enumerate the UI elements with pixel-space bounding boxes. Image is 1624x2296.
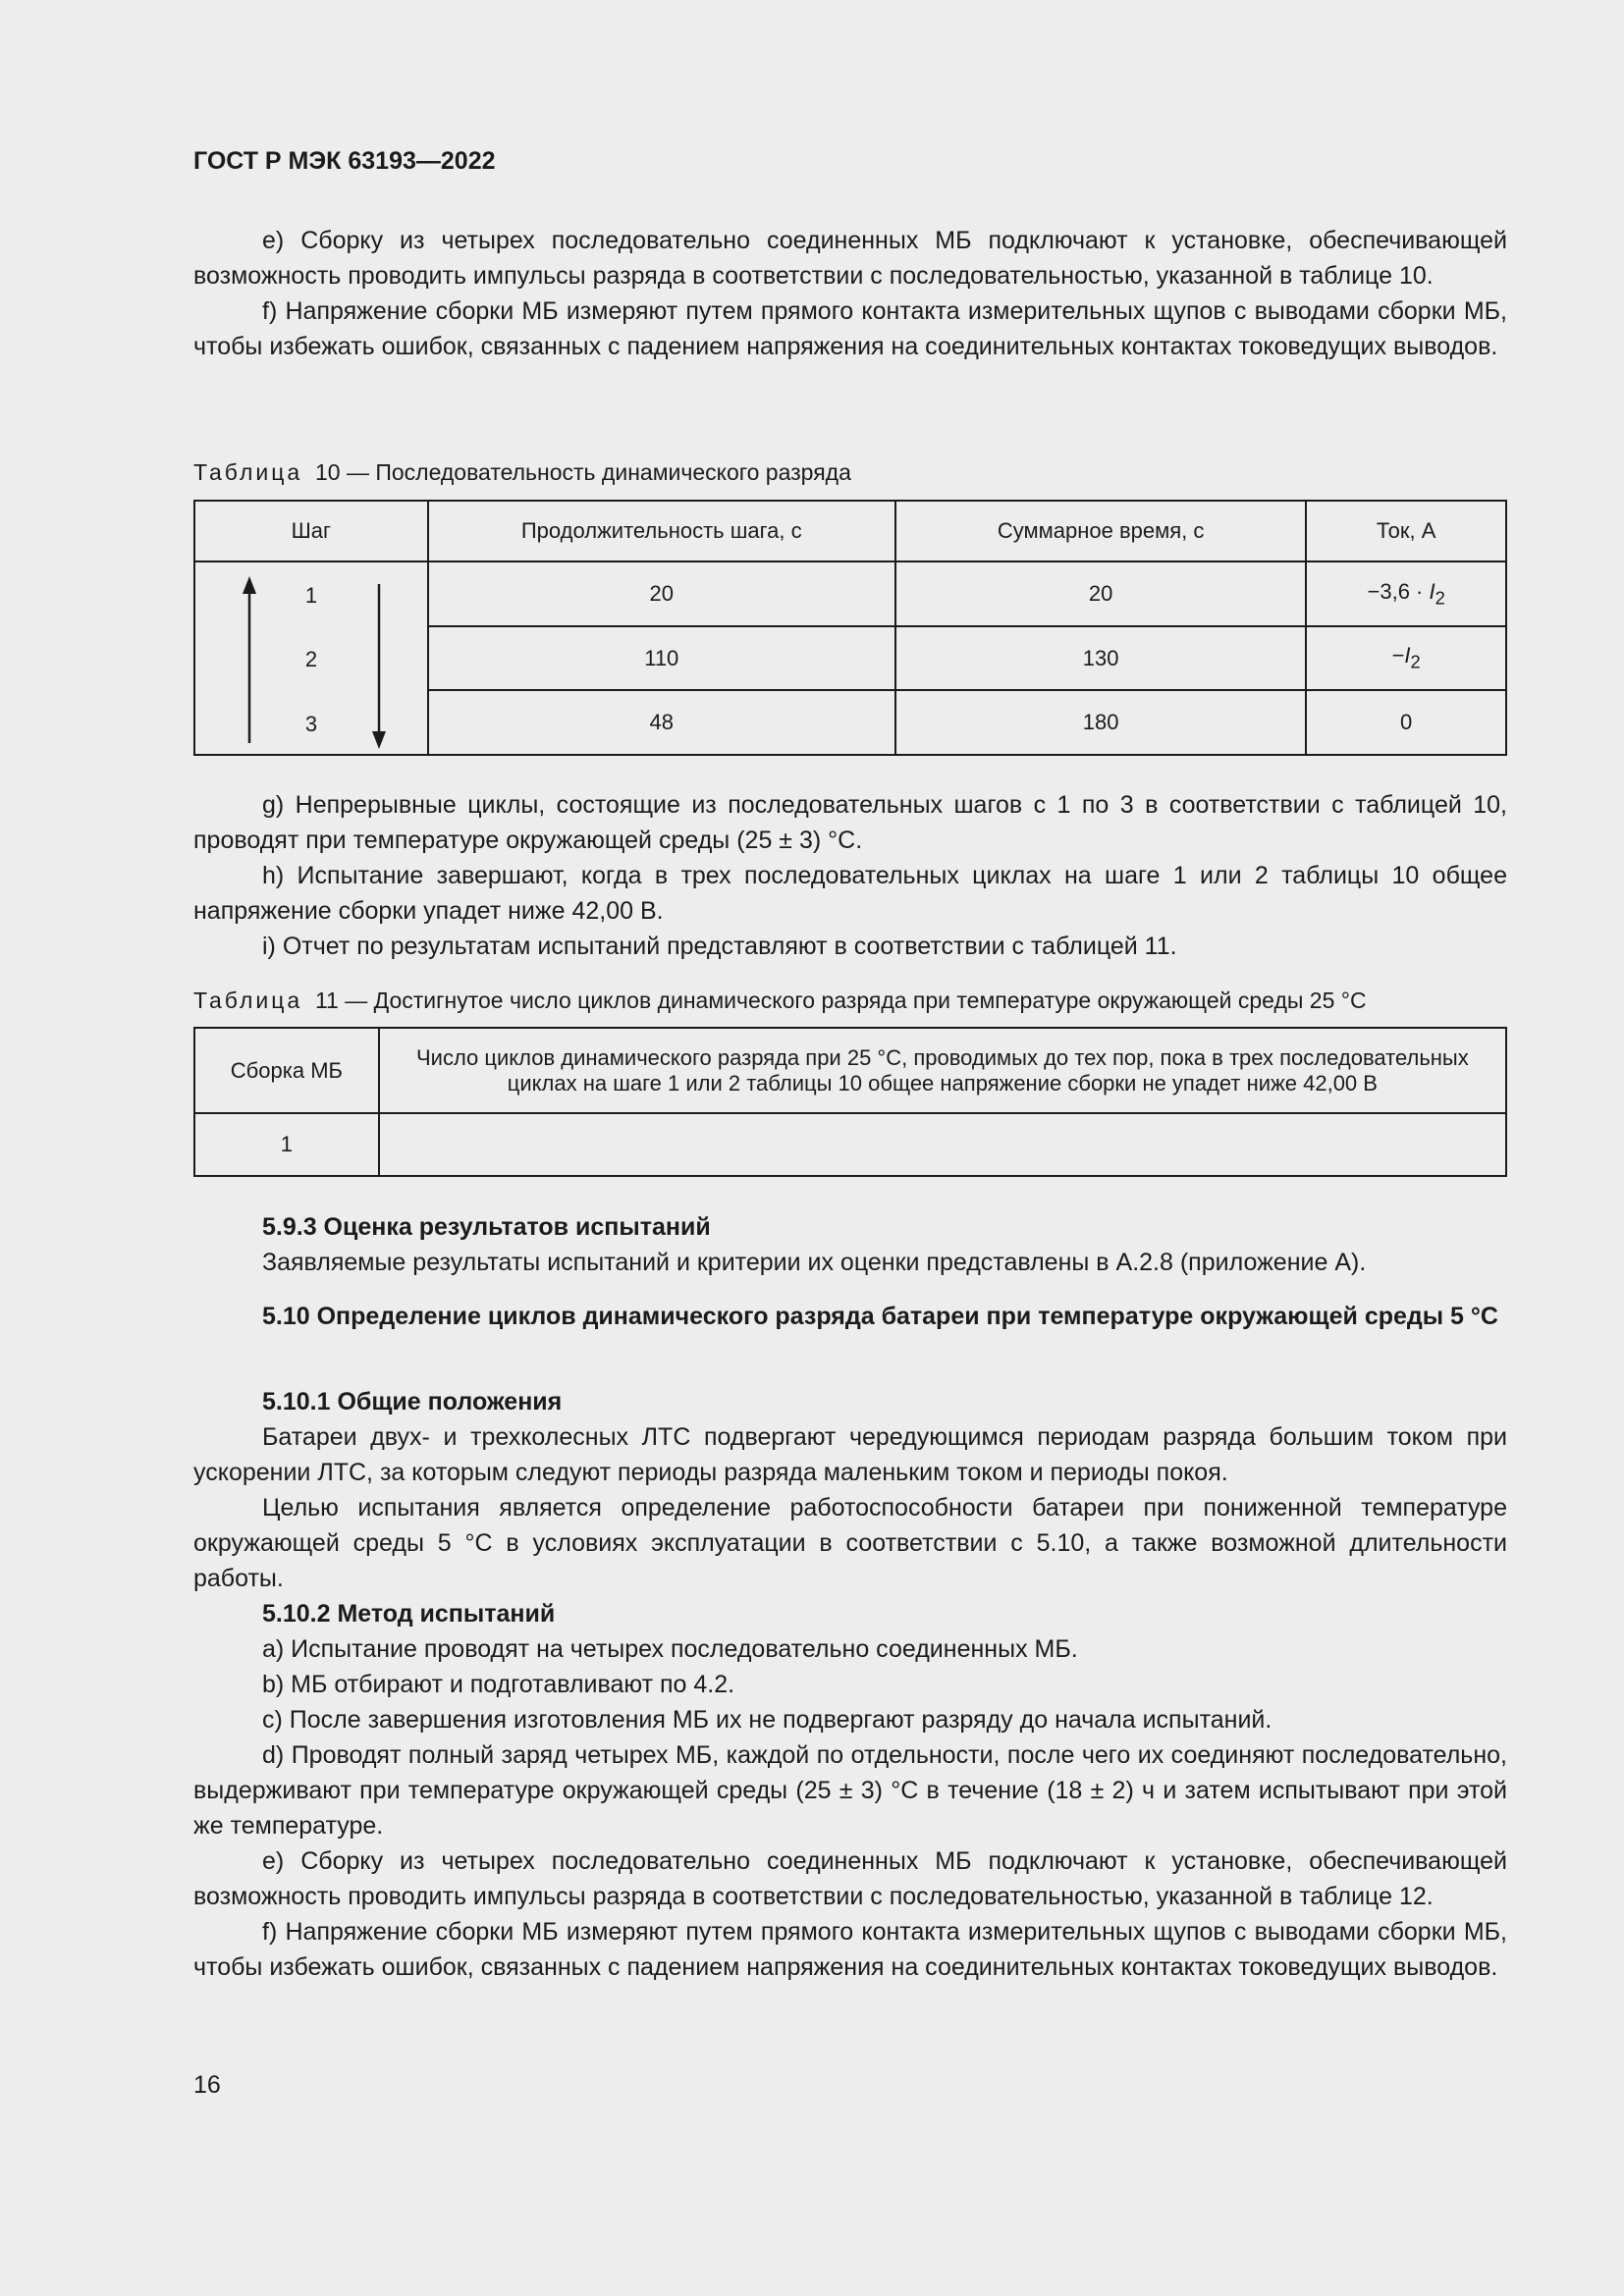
table10-current-3: 0	[1306, 690, 1506, 755]
table10-current-2: $-I_2$	[1306, 626, 1506, 690]
section-5-10-2-a: a) Испытание проводят на четырех последовательно соединенных МБ.	[262, 1635, 1078, 1663]
step-3: 3	[304, 712, 318, 736]
paragraph-g: g) Непрерывные циклы, состоящие из последовательных шагов с 1 по 3 в соответствии с таблицей 10, проводят при температуре окружающей среды (25 ± 3) °С.	[193, 791, 1507, 854]
section-5-10-1-paragraph-1: Батареи двух- и трехколесных ЛТС подвергают чередующимся периодам разряда большим током при ускорении ЛТС, за которым следуют периоды разряда маленьким током и периоды покоя.	[193, 1423, 1507, 1486]
table11-caption	[193, 986, 1507, 1015]
table10-total-1: 20	[895, 561, 1306, 626]
table-row	[194, 561, 1506, 626]
table10-duration-3: 48	[428, 690, 895, 755]
table10-step-column	[194, 561, 428, 755]
table10-duration-2: 110	[428, 626, 895, 690]
section-5-10-1-paragraph-2: Целью испытания является определение работоспособности батареи при пониженной температуре окружающей среды 5 °С в условиях эксплуатации в соответствии с 5.10, а также возможной длительности работы.	[193, 1494, 1507, 1592]
table10-header-duration: Продолжительность шага, с	[428, 501, 895, 561]
table10-total-3: 180	[895, 690, 1306, 755]
table10-header-current: Ток, А	[1306, 501, 1506, 561]
table10-caption-text: 10 — Последовательность динамического разряда	[314, 459, 851, 485]
table11-caption-prefix: Таблица	[193, 988, 303, 1013]
paragraphs-after-table10	[193, 787, 1507, 964]
table10	[193, 500, 1507, 756]
step-1: 1	[304, 583, 318, 608]
cycle-arrows-icon	[195, 562, 427, 753]
table10-header-row	[194, 501, 1506, 561]
paragraph-h: h) Испытание завершают, когда в трех последовательных циклах на шаге 1 или 2 таблицы 10 общее напряжение сборки упадет ниже 42,00 В.	[193, 862, 1507, 925]
section-5-10-title: 5.10 Определение циклов динамического разряда батареи при температуре окружающей среды 5 °С	[262, 1303, 1498, 1330]
table10-header-total: Суммарное время, с	[895, 501, 1306, 561]
table10-caption-prefix: Таблица	[193, 459, 303, 485]
section-5-10-2-f: f) Напряжение сборки МБ измеряют путем прямого контакта измерительных щупов с выводами сборки МБ, чтобы избежать ошибок, связанных с падением напряжения на соединительных контактах токоведущих выводов.	[193, 1918, 1507, 1981]
table-row	[194, 1113, 1506, 1176]
section-5-10-2-e: е) Сборку из четырех последовательно соединенных МБ подключают к установке, обеспечивающей возможность проводить импульсы разряда в соответствии с последовательностью, указанной в таблице 12.	[193, 1847, 1507, 1910]
table11-cycles-1	[379, 1113, 1506, 1176]
paragraph-f: f) Напряжение сборки МБ измеряют путем прямого контакта измерительных щупов с выводами сборки МБ, чтобы избежать ошибок, связанных с падением напряжения на соединительных контактах токоведущих выводов.	[193, 297, 1507, 360]
section-5-9-3-text: Заявляемые результаты испытаний и критерии их оценки представлены в А.2.8 (приложение А).	[262, 1249, 1367, 1276]
table11	[193, 1027, 1507, 1177]
table11-header-assembly: Сборка МБ	[194, 1028, 379, 1113]
table10-header-step: Шаг	[194, 501, 428, 561]
table11-header-cycles: Число циклов динамического разряда при 25 °С, проводимых до тех пор, пока в трех последовательных циклах на шаге 1 или 2 таблицы 10 общее напряжение сборки не упадет ниже 42,00 В	[379, 1028, 1506, 1113]
page-number: 16	[193, 2071, 221, 2099]
table11-assembly-1: 1	[194, 1113, 379, 1176]
paragraphs-before-table10	[193, 223, 1507, 364]
paragraph-e: е) Сборку из четырех последовательно соединенных МБ подключают к установке, обеспечивающей возможность проводить импульсы разряда в соответствии с последовательностью, указанной в таблице 10.	[193, 227, 1507, 290]
section-5-10-2-c: c) После завершения изготовления МБ их не подвергают разряду до начала испытаний.	[262, 1706, 1272, 1734]
section-5-10-2-b: b) МБ отбирают и подготавливают по 4.2.	[262, 1671, 735, 1698]
paragraph-i: i) Отчет по результатам испытаний представляют в соответствии с таблицей 11.	[262, 933, 1177, 960]
document-header: ГОСТ Р МЭК 63193—2022	[193, 147, 496, 175]
section-5-10	[193, 1300, 1507, 1333]
table11-header-row	[194, 1028, 1506, 1113]
table11-caption-text: 11 — Достигнутое число циклов динамического разряда при температуре окружающей среды 25 °С	[314, 988, 1367, 1013]
section-5-10-2-d: d) Проводят полный заряд четырех МБ, каждой по отдельности, после чего их соединяют последовательно, выдерживают при температуре окружающей среды (25 ± 3) °С в течение (18 ± 2) ч и затем испытывают при этой же температуре.	[193, 1741, 1507, 1840]
table10-total-2: 130	[895, 626, 1306, 690]
section-5-10-1-title: 5.10.1 Общие положения	[262, 1388, 563, 1415]
section-5-9-3	[193, 1209, 1507, 1280]
table10-caption	[193, 457, 1507, 487]
step-2: 2	[304, 647, 318, 671]
section-5-10-1	[193, 1384, 1507, 1985]
section-5-9-3-title: 5.9.3 Оценка результатов испытаний	[262, 1213, 711, 1241]
table10-current-1: $-3,6 \cdot I_2$	[1306, 561, 1506, 626]
table10-duration-1: 20	[428, 561, 895, 626]
section-5-10-2-title: 5.10.2 Метод испытаний	[262, 1600, 556, 1628]
